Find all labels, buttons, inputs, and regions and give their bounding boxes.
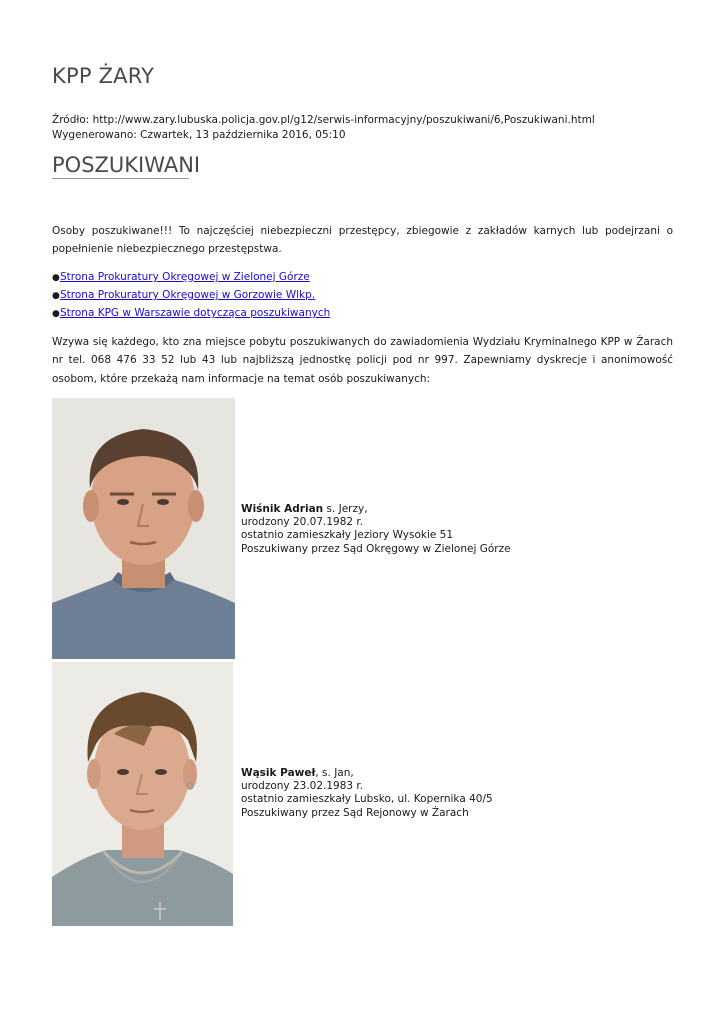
source-line: Źródło: http://www.zary.lubuska.policja.gov.pl/g12/serwis-informacyjny/poszukiwani/6,Poszukiwani.html xyxy=(52,114,595,126)
person-wanted-by: Poszukiwany przez Sąd Okręgowy w Zielonej Górze xyxy=(241,542,511,555)
section-title-underline xyxy=(52,178,189,179)
person-info-2 xyxy=(241,767,493,820)
bullet-icon: ● xyxy=(52,309,60,319)
person-born: urodzony 23.02.1983 r. xyxy=(241,780,364,793)
list-item xyxy=(52,304,330,322)
person-parent: s. Jerzy, xyxy=(323,503,368,515)
person-name: Wąsik Paweł xyxy=(241,767,316,779)
bullet-icon: ● xyxy=(52,291,60,301)
person-photo-2 xyxy=(52,662,233,926)
section-title: POSZUKIWANI xyxy=(52,153,201,177)
person-parent: , s. Jan, xyxy=(315,767,354,779)
person-wanted-by: Poszukiwany przez Sąd Rejonowy w Żarach xyxy=(241,806,469,819)
generated-line: Wygenerowano: Czwartek, 13 października 2016, 05:10 xyxy=(52,128,346,141)
site-title: KPP ŻARY xyxy=(52,64,155,88)
link-prokuratura-zielona-gora[interactable]: Strona Prokuratury Okręgowej w Zielonej Górze xyxy=(60,271,310,283)
person-born: urodzony 20.07.1982 r. xyxy=(241,516,364,529)
person-name-line xyxy=(241,767,493,780)
person-address: ostatnio zamieszkały Lubsko, ul. Kopernika 40/5 xyxy=(241,793,493,806)
person-address: ostatnio zamieszkały Jeziory Wysokie 51 xyxy=(241,529,454,542)
appeal-paragraph: Wzywa się każdego, kto zna miejsce pobytu poszukiwanych do zawiadomienia Wydziału Kryminalnego KPP w Żarach nr tel. 068 476 33 52 lub 43 lub najbliższą jednostkę policji pod nr 997. Zapewniamy dyskrecje i anonimowość osobom, które przekażą nam informacje na temat osób poszukiwanych: xyxy=(52,336,673,385)
person-photo-1 xyxy=(52,398,235,659)
intro-paragraph: Osoby poszukiwane!!! To najczęściej niebezpieczni przestępcy, zbiegowie z zakładów karnych lub podejrzani o popełnienie niebezpiecznego przestępstwa. xyxy=(52,225,673,255)
document-meta xyxy=(52,113,595,142)
list-item xyxy=(52,268,330,286)
person-info-1 xyxy=(241,503,511,556)
list-item xyxy=(52,286,330,304)
bullet-icon: ● xyxy=(52,273,60,283)
person-name: Wiśnik Adrian xyxy=(241,503,324,515)
link-prokuratura-gorzow[interactable]: Strona Prokuratury Okręgowej w Gorzowie Wlkp. xyxy=(60,289,316,301)
link-list xyxy=(52,268,330,322)
person-name-line xyxy=(241,503,511,516)
link-kpg-warszawa[interactable]: Strona KPG w Warszawie dotycząca poszukiwanych xyxy=(60,307,331,319)
